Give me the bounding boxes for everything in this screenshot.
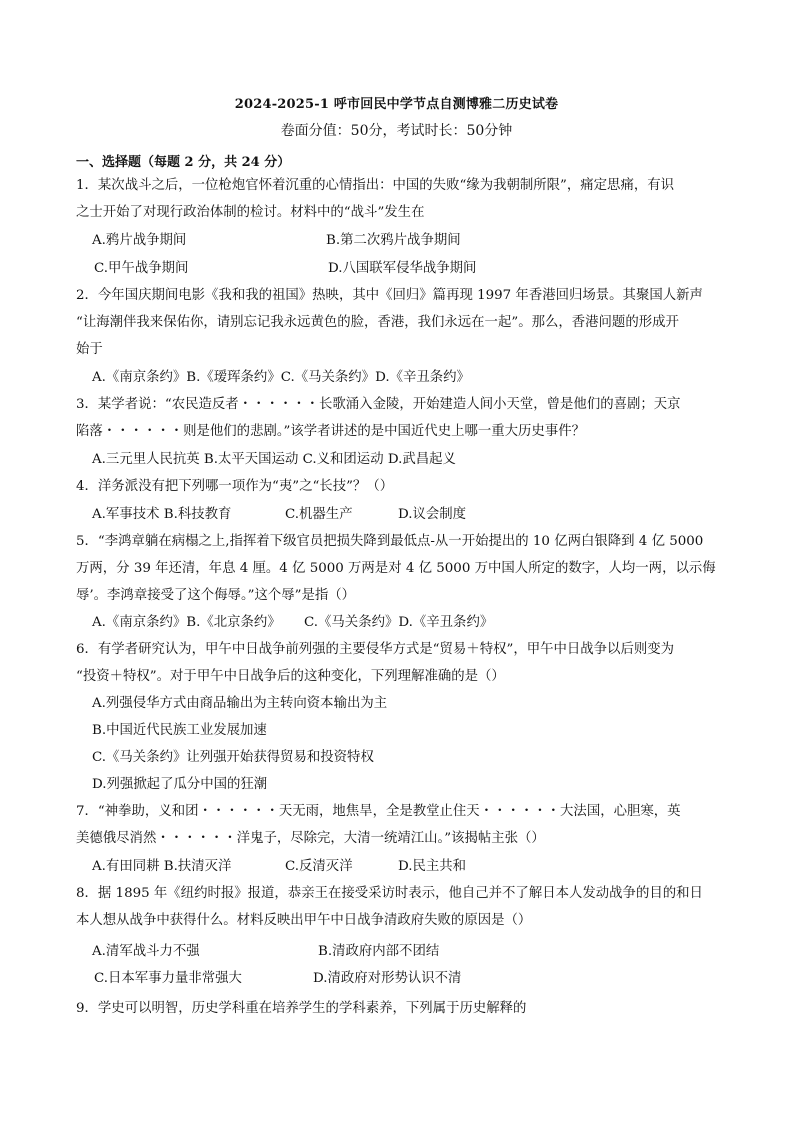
section-heading: 一、选择题（每题 2 分，共 24 分） [76,155,291,170]
option-a: A.列强侵华方式由商品输出为主转向资本输出为主 [92,696,388,711]
option-b: B.中国近代民族工业发展加速 [92,723,267,738]
option-ab: A.《南京条约》B.《北京条约》 [92,615,281,630]
option-c: C.反清灭洋 [285,859,353,874]
question-text-line: 5．“李鸿章躺在病榻之上,指挥着下级官员把损失降到最低点-从一开始提出的 10 亿两白银降到 4 亿 5000 [76,534,704,549]
question-text-line: 4．洋务派没有把下列哪一项作为“夷”之“长技”？（） [76,479,394,494]
question-text-line: 之士开始了对现行政治体制的检讨。材料中的“战斗”发生在 [76,205,425,220]
exam-subtitle: 卷面分值：50分，考试时长：50分钟 [280,123,513,139]
question-text-line: 万两，分 39 年还清，年息 4 厘。4 亿 5000 万两是对 4 亿 5000 万中国人所定的数字，人均一两，以示侮 [76,561,716,576]
option-c: C.机器生产 [285,507,353,522]
option-d: D.列强掀起了瓜分中国的狂潮 [92,777,268,792]
option-a: A.鸦片战争期间 [92,233,187,248]
option-a: A.清军战斗力不强 [92,944,200,959]
question-text-line: 1．某次战斗之后，一位枪炮官怀着沉重的心情指出：中国的失败“缘为我朝制所限”，痛定思痛，有识 [76,178,675,193]
question-text-line: 辱’。李鸿章接受了这个侮辱。”这个辱”是指（） [76,588,356,603]
question-text-line: 陷落・・・・・・则是他们的悲剧。”该学者讲述的是中国近代史上哪一重大历史事件？ [76,424,585,439]
question-text-line: “让海潮伴我来保佑你，请别忘记我永远黄色的脸，香港，我们永远在一起”。那么，香港问题的形成开 [76,315,679,330]
option-d: D.八国联军侵华战争期间 [328,261,477,276]
option-cd: C.《马关条约》D.《辛丑条约》 [304,615,494,630]
option-d: D.议会制度 [398,507,467,522]
option-c: C.甲午战争期间 [94,261,189,276]
option-b: B.清政府内部不团结 [318,944,440,959]
option-d: D.民主共和 [398,859,467,874]
question-text-line: 始于 [76,342,103,357]
option-c: C.日本军事力量非常强大 [94,971,242,986]
question-text-line: “投资＋特权”。对于甲午中日战争后的这种变化，下列理解准确的是（） [76,669,505,684]
question-text-line: 9．学史可以明智，历史学科重在培养学生的学科素养，下列属于历史解释的 [76,1001,527,1016]
question-text-line: 3．某学者说：“农民造反者・・・・・・长歌涌入金陵，开始建造人间小天堂，曾是他们的喜剧；天京 [76,397,681,412]
question-text-line: 6．有学者研究认为，甲午中日战争前列强的主要侵华方式是“贸易＋特权”，甲午中日战争以后则变为 [76,642,675,657]
options-row: A.三元里人民抗英 B.太平天国运动 C.义和团运动 D.武昌起义 [92,452,456,467]
option-ab: A.军事技术 B.科技教育 [92,507,232,522]
question-text-line: 2．今年国庆期间电影《我和我的祖国》热映，其中《回归》篇再现 1997 年香港回归场景。其聚国人新声 [76,288,703,303]
question-text-line: 美德俄尽消然・・・・・・洋鬼子，尽除完，大清一统靖江山。”该揭帖主张（） [76,831,545,846]
option-ab: A.有田同耕 B.扶清灭洋 [92,859,232,874]
option-b: B.第二次鸦片战争期间 [326,233,461,248]
question-text-line: 7．“神拳助，义和团・・・・・・天无雨，地焦旱，全是教堂止住天・・・・・・大法国，心胆寒，英 [76,804,681,819]
option-c: C.《马关条约》让列强开始获得贸易和投资特权 [92,750,374,765]
option-d: D.清政府对形势认识不清 [313,971,462,986]
exam-title: 2024-2025-1 呼市回民中学节点自测博雅二历史试卷 [234,97,559,112]
options-row: A.《南京条约》B.《瑷珲条约》C.《马关条约》D.《辛丑条约》 [92,370,470,385]
question-text-line: 本人想从战争中获得什么。材料反映出甲午中日战争清政府失败的原因是（） [76,913,532,928]
question-text-line: 8．据 1895 年《纽约时报》报道，恭亲王在接受采访时表示，他自己并不了解日本人发动战争的目的和日 [76,886,703,901]
